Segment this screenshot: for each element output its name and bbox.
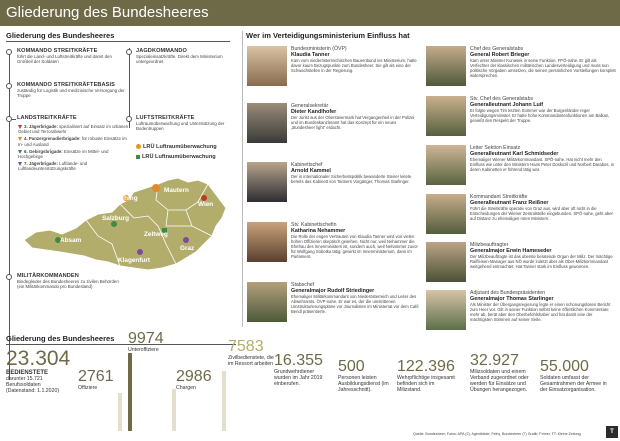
page-title: Gliederung des Bundesheeres	[6, 4, 209, 21]
unit-desc: Bindeglieder des Bundesheeres zu zivilen Behörden (ein Militärkommando pro Bundesland)	[17, 279, 119, 290]
unit-desc: Spezialeinsatzkräfte. Direkt dem Ministerium untergeordnet	[136, 54, 223, 65]
city-label-mautern: Mautern	[164, 187, 189, 194]
austria-map	[16, 170, 238, 282]
tree-node	[6, 49, 12, 55]
person-name: Generalmajor Thomas Starlinger	[470, 296, 554, 302]
stat-label: Wehrpflichtige insgesamt befinden sich im Milizstand.	[397, 375, 455, 393]
stat-label: Soldaten umfasst der Gesamtrahmen der Armee in der Einsatzorganisation.	[540, 375, 607, 393]
person-card	[426, 46, 616, 90]
divider	[6, 344, 236, 345]
person-desc: Der in internationaler Sicherheitspolitik bewanderte Steirer leitete bereits das Kabinett von Tanners Vorgänger, Thomas Starlinger.	[291, 174, 412, 184]
tree-line	[12, 119, 16, 120]
portrait-photo	[247, 46, 287, 86]
lru-item	[136, 154, 217, 160]
portrait-photo	[426, 145, 466, 185]
person-role: Kommandant Streitkräfte	[470, 194, 528, 200]
stat-label: Grundwehrdiener wurden im Jahr 2019 einberufen.	[274, 369, 323, 387]
person-role: Stv. Chef des Generalstabs	[470, 96, 534, 102]
org-title: Gliederung des Bundesheeres	[6, 31, 115, 40]
unit-head: KOMMANDO STREITKRÄFTE	[17, 48, 98, 54]
city-label-hoersching: Hörsching	[106, 195, 138, 202]
unit-desc: führt die Land- und Luftstreitkräfte und damit den Großteil der Soldaten	[17, 54, 112, 65]
stat-label: Offiziere	[78, 385, 98, 391]
stat-value: 23.304	[6, 347, 71, 370]
person-role: Stabschef	[291, 282, 315, 288]
stat-value: 16.355	[274, 352, 323, 369]
person-desc: Führt die Streitkräfte operativ von Graz aus, wird aber oft nicht in die Entscheidungen der Wiener Zentralstelle eingebunden. SPÖ-nahe, geht aber auf Distanz zu ehemaligen roten Ministern.	[470, 206, 613, 221]
stat-ausbildungsdienst	[338, 358, 393, 393]
portrait-photo	[247, 103, 287, 143]
brigade-desc: Einsätze im Mittel- und Hochgebirge	[18, 148, 109, 160]
portrait-photo	[247, 222, 287, 262]
brigade-label: 4. Panzergrenadierbrigade:	[24, 136, 81, 142]
tree-node	[6, 274, 12, 280]
bar-zivil	[222, 371, 226, 431]
unit-kommando-streitkraefte	[17, 48, 127, 64]
unit-head: LANDSTREITKRÄFTE	[17, 115, 77, 121]
city-marker	[137, 249, 143, 255]
unit-militaerkommanden	[17, 273, 127, 289]
person-card	[247, 46, 422, 94]
ministry-title: Wer im Verteidigungsministerium Einfluss hat	[246, 31, 410, 40]
unit-kommando-streitkraeftebasis	[17, 82, 127, 98]
person-card	[247, 282, 422, 330]
lru-legend	[136, 144, 217, 160]
stat-value: 122.396	[397, 358, 455, 375]
stat-label: Milizsoldaten und einem Verband zugeordnet oder werden für Einsätze und Übungen herangezogen.	[470, 369, 529, 393]
stat-value: 32.927	[470, 352, 519, 369]
stat-bedienstete	[6, 348, 86, 394]
city-marker	[183, 237, 189, 243]
person-desc: Der Milizbeauftragte ist das oberste beratende Organ der Miliz. Der mächtige Raiffeisen-Manager aus NÖ wurde zuletzt aber als Ober-Milizkommandant weitgehend entmachtet. Hat Tanner stark im Einfluss gewonnen.	[470, 254, 613, 269]
stat-unteroffiziere	[128, 330, 178, 353]
stat-value: 9974	[128, 330, 164, 347]
square-marker-icon	[136, 155, 140, 159]
city-marker	[152, 184, 160, 192]
lru-label: LRÜ Luftraumüberwachung	[143, 144, 217, 150]
city-label-zeltweg: Zeltweg	[144, 231, 168, 238]
stat-desc: darunter 15.721 Berufssoldaten (Datenstand: 1.1.2020)	[6, 376, 60, 394]
stat-value: 2986	[176, 368, 212, 385]
stat-value: 7583	[228, 338, 264, 355]
person-card	[426, 242, 616, 286]
city-label-wien: Wien	[198, 201, 214, 208]
sources-text: Quelle: Bundesheer; Fotos: APA (2), Agentbilder, Felny, Bundesheer (7) Grafik: Primer, TT: Kleine Zeitung	[413, 432, 581, 436]
unit-head: JAGDKOMMANDO	[136, 48, 187, 54]
stat-zivil	[228, 338, 278, 367]
brigade-item	[18, 136, 130, 146]
city-label-salzburg: Salzburg	[102, 215, 129, 222]
person-name: Generalleutnant Franz Reißner	[470, 200, 549, 206]
brigade-desc: Luftlande- und Luftlandeunterstützungskräfte	[18, 161, 88, 172]
logo-icon: T	[606, 426, 618, 438]
person-desc: Ehemaliger Militärkommandant von Niederösterreich und Leiter des Abwehramts. ÖVP-nahe. Er war es, der die umstrittenen Umstrukturierungspläne vor Journalisten im Ministerrat vor dem Café Bendl präsentierte.	[291, 294, 419, 314]
stat-label: Chargen	[176, 385, 196, 391]
person-role: Stv. Kabinettschefin	[291, 222, 337, 228]
portrait-photo	[426, 46, 466, 86]
brigade-list	[18, 124, 130, 172]
person-name: General Robert Brieger	[470, 52, 530, 58]
unit-landstreitkraefte	[17, 115, 127, 121]
stat-gesamtrahmen	[540, 358, 612, 393]
person-card	[426, 194, 616, 238]
person-name: Generalmajor Erwin Hameseder	[470, 248, 552, 254]
tree-line	[9, 50, 10, 380]
portrait-photo	[426, 290, 466, 330]
bar-offiziere	[118, 393, 122, 431]
person-role: Kabinettschef	[291, 162, 323, 168]
unit-head: LUFTSTREITKRÄFTE	[136, 115, 195, 121]
portrait-photo	[426, 194, 466, 234]
person-card	[247, 222, 422, 274]
person-role: Bundesministerin (ÖVP)	[291, 46, 347, 52]
stat-milizsoldaten	[470, 352, 532, 393]
person-desc: Er folgte wegen Tim letzten Sommer war der Burgenländer reger Verteidigungsminister. Er hatte hohe Kommandantenfunktionen am Balkan, genießt den Respekt der Truppe.	[470, 108, 610, 123]
brigade-item	[18, 124, 130, 134]
unit-luftstreitkraefte	[136, 115, 231, 131]
portrait-photo	[426, 96, 466, 136]
person-card	[247, 103, 422, 151]
brigade-label: 7. Jägerbrigade:	[24, 161, 58, 167]
lru-item	[136, 144, 217, 150]
person-role: Adjutant des Bundespräsidenten	[470, 290, 545, 296]
divider	[242, 31, 243, 327]
bar-chargen	[172, 389, 176, 431]
person-role: Generalsekretär	[291, 103, 329, 109]
person-desc: Ehemaliger Wiener Militärkommandant. SPÖ-nahe. Hat nicht mehr den Einfluss wie unter den Ministern Hans Peter Doskozil und Norbert Darabos, in deren Kabinetten er führend tätig war.	[470, 157, 615, 172]
unit-desc: Luftraumüberwachung und Unterstützung der Bodentruppen	[136, 121, 225, 132]
stat-label: Zivilbedienstete, die im Ressort arbeiten	[228, 355, 274, 367]
person-name: Dieter Kandlhofer	[291, 109, 337, 115]
stat-label: Unteroffiziere	[128, 347, 159, 353]
stat-grundwehr	[274, 352, 329, 387]
stat-label: Personen leisten Ausbildungsdienst (im Jahresschnitt).	[338, 375, 389, 393]
person-name: Generalleutnant Karl Schmidseder	[470, 151, 559, 157]
person-name: Generalmajor Rudolf Striedinger	[291, 288, 375, 294]
unit-desc: zuständig für Logistik und medizinische Versorgung der Truppe	[17, 88, 125, 99]
stat-value: 500	[338, 358, 365, 375]
person-desc: Kam vom niederösterreichischen Bauernbund ins Ministerium, hatte davor kaum Bezugspunkte zum Bundesheer. Sie gilt als eine der Schwachstellen in der Regierung.	[291, 58, 417, 73]
person-name: Generalleutnant Johann Luif	[470, 102, 544, 108]
brigade-desc: spezialisiert auf Einsatz im urbanen Gebiet und Terrorabwehr	[18, 124, 129, 135]
person-card	[426, 96, 616, 140]
city-label-klagenfurt: Klagenfurt	[118, 257, 150, 264]
unit-head: MILITÄRKOMMANDEN	[17, 273, 79, 279]
person-desc: Kam unter Minister Kunasek in seine Funktion. FPÖ-nahe. Er gilt als Verfechter der klassischen militärischen Landesverteidigung und muss nun politische Vorgaben umsetzen, die seinen persönlichen Vorstellungen komplett widersprechen.	[470, 58, 616, 78]
person-name: Katharina Nehammer	[291, 228, 346, 234]
person-desc: Die Rolle der engen Vertrauten von Klaudia Tanner wird von vielen hohen Offizieren skeptisch gesehen. Nicht nur, weil Nehammer die Ehefrau des Innenministers ist, sondern auch, weil Nehammer zuvor für Wolfgang Sobotka tätig, gewirkt im Innenministerium, dann im Parlament.	[291, 234, 418, 259]
city-label-graz: Graz	[180, 245, 195, 252]
stat-value: 55.000	[540, 358, 589, 375]
portrait-photo	[247, 282, 287, 322]
circle-marker-icon	[136, 144, 141, 149]
person-role: Chef des Generalstabs	[470, 46, 524, 52]
header-bar	[0, 0, 620, 26]
unit-head: KOMMANDO STREITKRÄFTEBASIS	[17, 82, 116, 88]
tree-node	[126, 49, 132, 55]
person-role: Leiter Sektion Einsatz	[470, 145, 521, 151]
unit-jagdkommando	[136, 48, 231, 64]
stat-offiziere	[78, 368, 118, 391]
person-desc: Als Minister der Übergangsregierung legte er einen schonungslosen Bericht zum Heer vor. Gilt in seiner Funktion selbst keine öffentlichen Kommentare mehr ab, berät aber den Oberbefehlshaber und hat damit eine der mächtigsten Stimmen auf seiner Seite.	[470, 302, 611, 322]
staff-bars	[118, 353, 228, 431]
portrait-photo	[247, 162, 287, 202]
lru-label: LRÜ Luftraumüberwachung	[142, 154, 216, 160]
stat-value: 2761	[78, 368, 114, 385]
brigade-label: 3. Jägerbrigade:	[24, 124, 58, 129]
portrait-photo	[426, 242, 466, 282]
person-name: Arnold Kammel	[291, 168, 331, 174]
person-name: Klaudia Tanner	[291, 52, 330, 58]
city-label-absam: Absam	[60, 237, 82, 244]
brigade-label: 6. Gebirgsbrigade:	[24, 148, 63, 154]
stats-title: Gliederung des Bundesheeres	[6, 334, 115, 343]
person-card	[247, 162, 422, 210]
tree-node	[126, 116, 132, 122]
person-desc: Der Jurist aus der Obersteiermark hat Vergangenheit in der Polizei und im Bundeskanzleramt hat das Konzept für ein neues „Bundesheer light“ erdacht.	[291, 115, 415, 130]
person-card	[426, 290, 616, 334]
person-card	[426, 145, 616, 189]
stat-label: BEDIENSTETE	[6, 370, 49, 376]
divider	[6, 41, 230, 42]
tree-node	[6, 83, 12, 89]
bar-unteroffiziere	[128, 353, 132, 431]
brigade-item	[18, 149, 130, 159]
person-role: Milizbeauftragter	[470, 242, 509, 248]
brigade-desc: für robuste Einsätze im In- und Ausland	[18, 136, 127, 147]
stat-wehrpflichtig	[397, 358, 455, 393]
